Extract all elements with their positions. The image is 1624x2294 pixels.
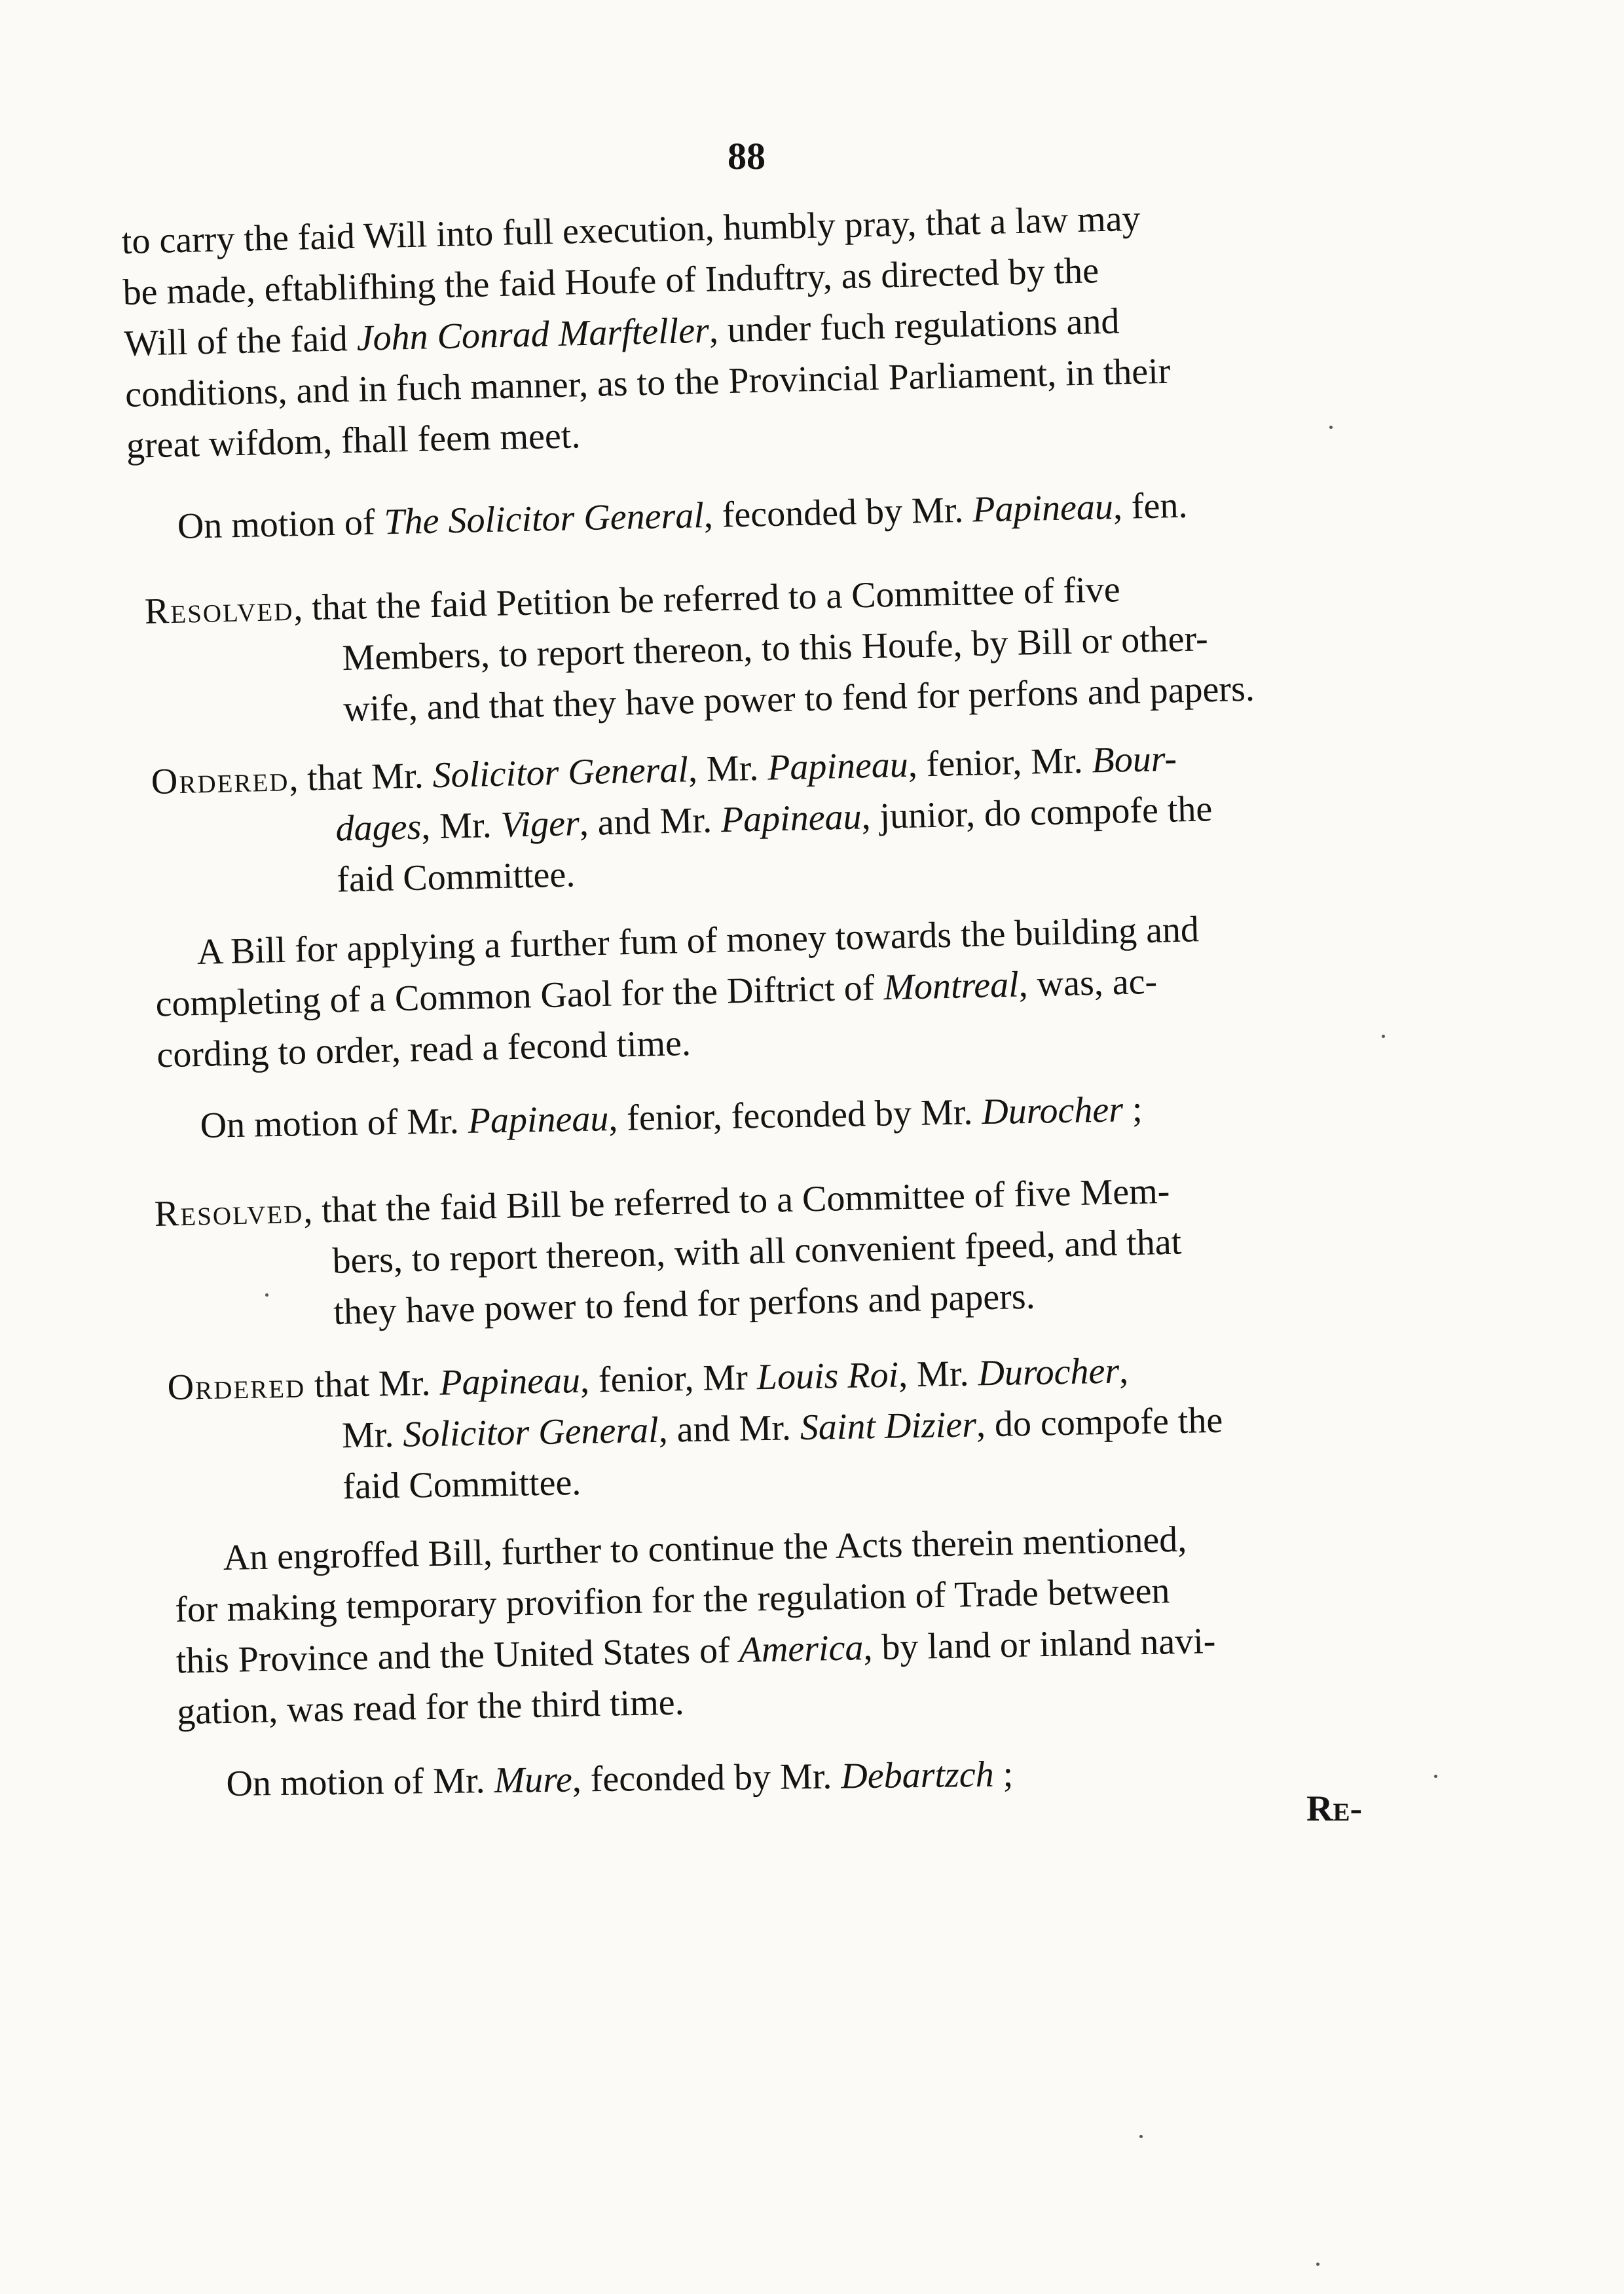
ordered-label: Ordered	[167, 1365, 306, 1408]
page-number: 88	[728, 135, 766, 177]
scan-speck	[1329, 426, 1333, 429]
resolution-entry: Resolved, that the faid Petition be referred to a Committee of five Members, to report thereon, to this Houfe, by Bill or other- wife, and that they have power to fend for perfons and papers.	[144, 569, 1255, 730]
text-line: Will of the faid John Conrad Marfteller, under fuch regulations and	[123, 301, 1120, 364]
motion-line: On motion of The Solicitor General, feconded by Mr. Papineau, fen.	[177, 485, 1189, 547]
motion-line: On motion of Mr. Papineau, fenior, feconded by Mr. Durocher ;	[200, 1088, 1143, 1146]
scan-speck	[265, 1293, 268, 1297]
catchword: Re-	[1306, 1788, 1363, 1829]
text-line: be made, eftablifhing the faid Houfe of Induftry, as directed by the	[122, 250, 1099, 313]
ordered-label: Ordered	[151, 758, 289, 802]
engrossed-bill-paragraph: An engroffed Bill, further to continue the Acts therein mentioned, for making temporary provifion for the regulation of Trade between this Province and the United States of America, by land or inland navi- gation, was read for the third time.	[174, 1519, 1216, 1733]
resolved-label: Resolved	[154, 1190, 304, 1234]
order-entry: Ordered, that Mr. Solicitor General, Mr. Papineau, fenior, Mr. Bour- dages, Mr. Viger, and Mr. Papineau, junior, do compofe the faid Committee.	[151, 738, 1213, 900]
scan-speck	[1139, 2135, 1143, 2138]
motion-line: On motion of Mr. Mure, feconded by Mr. Debartzch ;	[226, 1754, 1014, 1804]
scan-speck	[1382, 1035, 1385, 1038]
bill-paragraph: A Bill for applying a further fum of money towards the building and completing of a Common Gaol for the Diftrict of Montreal, was, ac- cording to order, read a fecond time.	[155, 909, 1200, 1076]
text-line: great wifdom, fhall feem meet.	[126, 415, 581, 466]
resolution-entry: Resolved, that the faid Bill be referred to a Committee of five Mem- bers, to report thereon, with all convenient fpeed, and that they have power to fend for perfons and papers.	[154, 1170, 1182, 1333]
order-entry: Ordered that Mr. Papineau, fenior, Mr Louis Roi, Mr. Durocher, Mr. Solicitor General, and Mr. Saint Dizier, do compofe the faid Committee.	[167, 1350, 1223, 1508]
resolved-label: Resolved	[144, 587, 294, 632]
scan-speck	[1316, 2263, 1320, 2266]
scan-speck	[1434, 1775, 1437, 1778]
petition-paragraph	[121, 193, 1172, 472]
text-line: to carry the faid Will into full execution, humbly pray, that a law may	[121, 198, 1141, 262]
text-line: conditions, and in fuch manner, as to the Provincial Parliament, in their	[124, 350, 1171, 415]
